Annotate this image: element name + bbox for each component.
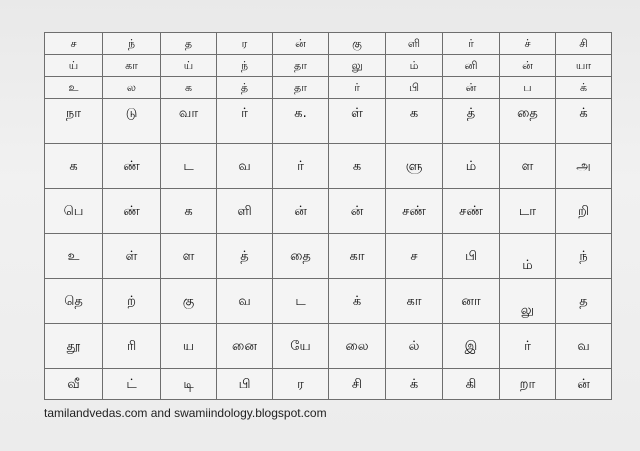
grid-cell: ள் [103,234,161,279]
grid-cell: ட [273,279,329,324]
grid-row [45,189,612,234]
grid-cell: ர் [443,33,500,55]
grid-cell: ண் [103,144,161,189]
grid-cell: வ [217,144,273,189]
grid-cell: சண் [443,189,500,234]
grid-cell: சி [329,369,386,400]
grid-cell: லை [329,324,386,369]
grid-cell: உ [45,77,103,99]
grid-cell: ய [161,324,217,369]
grid-cell: ந் [103,33,161,55]
grid-row [45,234,612,279]
grid-cell: ன் [443,77,500,99]
grid-cell: பி [443,234,500,279]
grid-row [45,324,612,369]
grid-cell: ர [273,369,329,400]
grid-cell: வ [556,324,612,369]
grid-cell: ச் [500,33,556,55]
grid-cell: ர [217,33,273,55]
grid-cell: க [386,99,443,144]
grid-cell: க [161,189,217,234]
grid-cell: ம் [386,55,443,77]
grid-row [45,99,612,144]
grid-cell: தா [273,77,329,99]
grid-cell: க. [273,99,329,144]
grid-cell: ம் [500,234,556,279]
grid-cell: இ [443,324,500,369]
grid-cell: ன் [500,55,556,77]
grid-cell: கி [443,369,500,400]
grid-cell: ய் [45,55,103,77]
grid-cell: னி [443,55,500,77]
grid-cell: க் [556,77,612,99]
grid-cell: அ [556,144,612,189]
grid-cell: ர் [217,99,273,144]
grid-cell: க [45,144,103,189]
grid-cell: டி [161,369,217,400]
grid-cell: க் [556,99,612,144]
grid-cell: றா [500,369,556,400]
grid-cell: கு [161,279,217,324]
grid-cell: வீ [45,369,103,400]
word-puzzle-grid [44,32,612,400]
grid-cell: க [161,77,217,99]
grid-cell: த் [217,77,273,99]
grid-cell: பி [386,77,443,99]
grid-row [45,55,612,77]
grid-cell: லு [500,279,556,324]
grid-cell: ட [161,144,217,189]
grid-cell: ல் [386,324,443,369]
grid-cell: பெ [45,189,103,234]
grid-cell: த் [217,234,273,279]
grid-cell: டு [103,99,161,144]
grid-cell: கா [329,234,386,279]
grid-cell: ற் [103,279,161,324]
grid-cell: ளி [386,33,443,55]
grid-cell: ன் [556,369,612,400]
grid-cell: த் [443,99,500,144]
grid-cell: தா [273,55,329,77]
grid-cell: ளு [386,144,443,189]
grid-cell: தை [273,234,329,279]
grid-cell: யா [556,55,612,77]
grid-cell: வா [161,99,217,144]
grid-cell: கா [386,279,443,324]
grid-row [45,33,612,55]
grid-cell: சண் [386,189,443,234]
grid-cell: ம் [443,144,500,189]
grid-cell: கா [103,55,161,77]
grid-cell: ன் [273,189,329,234]
grid-cell: ரி [103,324,161,369]
grid-cell: ட் [103,369,161,400]
grid-cell: தூ [45,324,103,369]
grid-cell: ன் [329,189,386,234]
grid-cell: உ [45,234,103,279]
grid-cell: ச [386,234,443,279]
grid-cell: னை [217,324,273,369]
grid-cell: ர் [273,144,329,189]
grid-cell: தை [500,99,556,144]
grid-cell: ல [103,77,161,99]
grid-cell: ண் [103,189,161,234]
grid-cell: லு [329,55,386,77]
grid-row [45,77,612,99]
grid-row [45,369,612,400]
grid-cell: ப [500,77,556,99]
grid-cell: ந் [217,55,273,77]
grid-cell: ர் [500,324,556,369]
grid-cell: ந் [556,234,612,279]
grid-cell: ன் [273,33,329,55]
grid-cell: னா [443,279,500,324]
grid-cell: சி [556,33,612,55]
grid-row [45,279,612,324]
grid-cell: க் [329,279,386,324]
grid-cell: ள [161,234,217,279]
grid-cell: த [556,279,612,324]
grid-cell: த [161,33,217,55]
grid-cell: வ [217,279,273,324]
grid-cell: க [329,144,386,189]
grid-cell: டா [500,189,556,234]
source-caption: tamilandvedas.com and swamiindology.blogspot.com [44,406,327,420]
grid-cell: ய் [161,55,217,77]
grid-cell: றி [556,189,612,234]
grid-cell: க் [386,369,443,400]
grid-cell: யே [273,324,329,369]
grid-cell: தெ [45,279,103,324]
grid-cell: ளி [217,189,273,234]
grid-cell: கு [329,33,386,55]
grid-cell: ர் [329,77,386,99]
grid-cell: ள் [329,99,386,144]
grid-cell: பி [217,369,273,400]
grid-cell: நா [45,99,103,144]
grid-row [45,144,612,189]
grid-cell: ள [500,144,556,189]
grid-cell: ச [45,33,103,55]
